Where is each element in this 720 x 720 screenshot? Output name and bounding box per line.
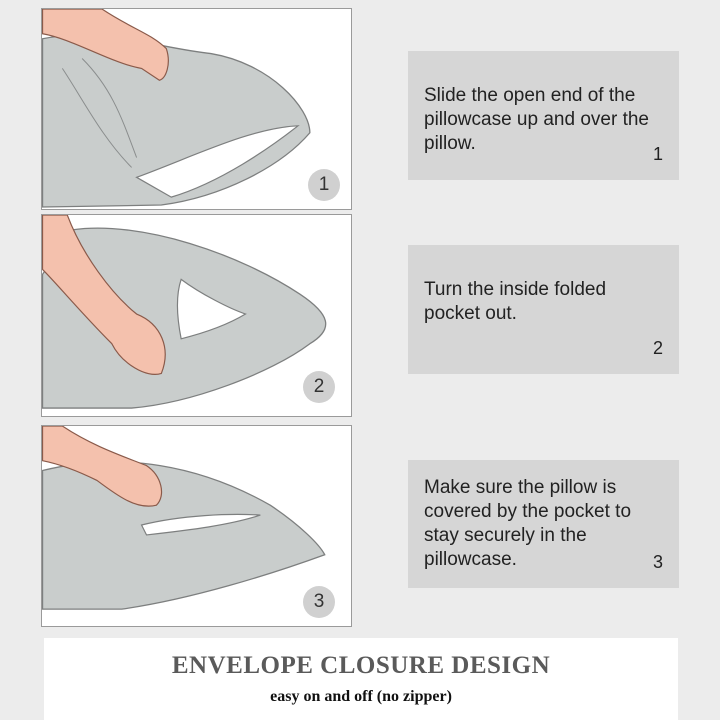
step-1-card (408, 51, 679, 180)
step-2-number: 2 (652, 338, 663, 358)
step-3-text: Make sure the pillow is covered by the pocket to stay securely in the pillowcase. (424, 477, 632, 570)
step-2-badge: 2 (303, 371, 335, 403)
step-2-illustration (41, 214, 352, 417)
pillow-step-1-drawing (42, 9, 351, 209)
step-3-number: 3 (652, 552, 663, 572)
step-3-illustration (41, 425, 352, 627)
step-3-card (408, 460, 679, 588)
step-1-number: 1 (652, 144, 663, 164)
step-1-text: Slide the open end of the pillowcase up and over the pillow. (424, 85, 649, 154)
footer-banner (44, 638, 678, 720)
step-2-card (408, 245, 679, 374)
step-1-illustration (41, 8, 352, 210)
step-2-text: Turn the inside folded pocket out. (424, 279, 607, 324)
step-1-badge: 1 (308, 169, 340, 201)
step-3-badge: 3 (303, 586, 335, 618)
footer-title: ENVELOPE CLOSURE DESIGN (171, 652, 551, 679)
footer-subtitle: easy on and off (no zipper) (270, 688, 452, 705)
